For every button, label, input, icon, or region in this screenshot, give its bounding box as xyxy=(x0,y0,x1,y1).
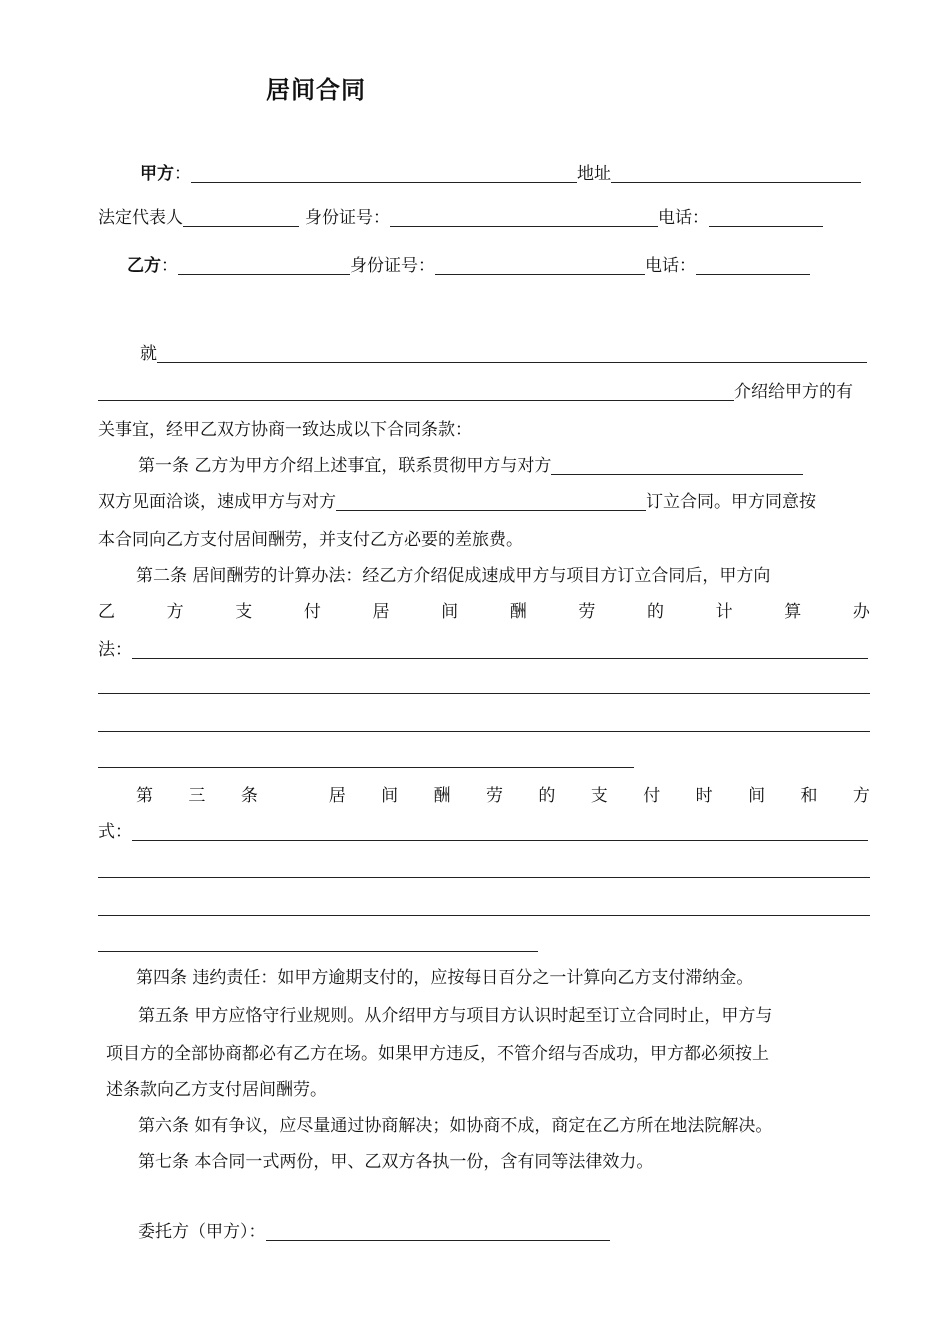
art2-char: 劳 xyxy=(578,602,596,622)
art5-text-2: 项目方的全部协商都必有乙方在场。如果甲方违反，不管介绍与否成功，甲方都必须按上 xyxy=(106,1044,769,1064)
party-b-name-field[interactable] xyxy=(178,255,350,275)
art3-payment-field-4[interactable] xyxy=(98,951,538,952)
intro-subject-field-2[interactable] xyxy=(98,381,734,401)
intro-line-2 xyxy=(98,380,853,404)
art7-text: 第七条 本合同一式两份，甲、乙双方各执一份，含有同等法律效力。 xyxy=(138,1152,654,1172)
art2-char: 算 xyxy=(784,602,802,622)
art1-text-3: 本合同向乙方支付居间酬劳，并支付乙方必要的差旅费。 xyxy=(98,530,523,550)
art5-line-3 xyxy=(106,1078,327,1102)
intro-line-3 xyxy=(98,418,472,442)
intro-text-3: 关事宜，经甲乙双方协商一致达成以下合同条款： xyxy=(98,420,472,440)
party-b-line xyxy=(127,254,810,278)
art5-text-1: 第五条 甲方应恪守行业规则。从介绍甲方与项目方认识时起至订立合同时止，甲方与 xyxy=(138,1006,773,1026)
art2-char: 乙 xyxy=(98,602,115,622)
art2-method-field-3[interactable] xyxy=(98,731,870,732)
intro-jiu: 就 xyxy=(140,344,157,364)
art3-char: 劳 xyxy=(485,786,503,806)
art2-char: 付 xyxy=(303,602,321,622)
art3-char: 时 xyxy=(695,786,713,806)
art3-char: 酬 xyxy=(433,786,451,806)
art3-char: 第 xyxy=(136,786,153,806)
art1-line-3 xyxy=(98,528,523,552)
legal-rep-name-field[interactable] xyxy=(183,207,299,227)
party-b-phone-label: 电话： xyxy=(645,256,696,276)
art3-char: 间 xyxy=(381,786,399,806)
art3-text-2: 式： xyxy=(98,822,132,842)
art3-char: 间 xyxy=(748,786,766,806)
art3-char: 支 xyxy=(590,786,608,806)
art1-counterparty-field[interactable] xyxy=(551,455,803,475)
art1-text-2b: 订立合同。甲方同意按 xyxy=(646,492,816,512)
intro-line-1 xyxy=(140,342,867,366)
party-a-label: 甲方 xyxy=(140,164,174,184)
art2-char: 支 xyxy=(235,602,253,622)
art3-payment-field-1[interactable] xyxy=(132,821,868,841)
art2-line-1 xyxy=(136,564,770,588)
art2-char: 的 xyxy=(647,602,664,622)
party-b-phone-field[interactable] xyxy=(696,255,810,275)
party-b-label: 乙方 xyxy=(127,256,161,276)
legal-rep-label: 法定代表人 xyxy=(98,208,183,228)
art2-char: 居 xyxy=(372,602,390,622)
art3-payment-field-3[interactable] xyxy=(98,915,870,916)
art3-char: 和 xyxy=(800,786,818,806)
art7-line xyxy=(138,1150,653,1174)
art2-line-2 xyxy=(98,600,870,624)
legal-rep-id-field[interactable] xyxy=(390,207,658,227)
art1-line-2 xyxy=(98,490,816,514)
legal-rep-phone-label: 电话： xyxy=(658,208,709,228)
art2-char: 计 xyxy=(715,602,733,622)
art3-char: 三 xyxy=(188,786,206,806)
art6-line xyxy=(138,1114,772,1138)
party-a-address-field[interactable] xyxy=(611,163,861,183)
art4-text: 第四条 违约责任：如甲方逾期支付的，应按每日百分之一计算向乙方支付滞纳金。 xyxy=(136,968,754,988)
art2-line-3 xyxy=(98,638,868,662)
art5-text-3: 述条款向乙方支付居间酬劳。 xyxy=(106,1080,327,1100)
art3-line-1 xyxy=(136,784,870,808)
art5-line-2 xyxy=(106,1042,769,1066)
art2-text-1: 第二条 居间酬劳的计算办法：经乙方介绍促成速成甲方与项目方订立合同后，甲方向 xyxy=(136,566,771,586)
art2-char: 间 xyxy=(441,602,459,622)
art3-char: 方 xyxy=(852,786,870,806)
legal-rep-line xyxy=(98,206,823,230)
art6-text: 第六条 如有争议，应尽量通过协商解决；如协商不成，商定在乙方所在地法院解决。 xyxy=(138,1116,773,1136)
legal-rep-id-label: 身份证号： xyxy=(305,208,390,228)
art2-char: 办 xyxy=(852,602,870,622)
party-a-address-label: 地址 xyxy=(577,164,611,184)
principal-label: 委托方（甲方）： xyxy=(138,1222,266,1242)
art1-text-2a: 双方见面洽谈，速成甲方与对方 xyxy=(98,492,336,512)
art3-payment-field-2[interactable] xyxy=(98,877,870,878)
party-a-line xyxy=(140,162,861,186)
legal-rep-phone-field[interactable] xyxy=(709,207,823,227)
principal-signature-line xyxy=(138,1220,610,1244)
art1-text-1: 第一条 乙方为甲方介绍上述事宜，联系贯彻甲方与对方 xyxy=(138,456,552,476)
intro-tail: 介绍给甲方的有 xyxy=(734,382,853,402)
art2-char: 方 xyxy=(166,602,184,622)
document-title: 居间合同 xyxy=(266,76,366,104)
art2-method-field-2[interactable] xyxy=(98,693,870,694)
art3-char: 的 xyxy=(538,786,556,806)
art4-line xyxy=(136,966,753,990)
intro-subject-field-1[interactable] xyxy=(157,343,867,363)
party-b-id-field[interactable] xyxy=(435,255,645,275)
art1-line-1 xyxy=(138,454,803,478)
art3-char: 条 xyxy=(240,786,258,806)
principal-signature-field[interactable] xyxy=(266,1221,610,1241)
party-a-colon: ： xyxy=(174,164,191,184)
art3-char: 居 xyxy=(328,786,346,806)
art2-method-field-4[interactable] xyxy=(98,767,634,768)
party-b-id-label: 身份证号： xyxy=(350,256,435,276)
art1-contract-field[interactable] xyxy=(336,491,646,511)
art3-char: 付 xyxy=(643,786,661,806)
art2-char: 酬 xyxy=(509,602,527,622)
art2-text-3: 法： xyxy=(98,640,132,660)
art2-method-field-1[interactable] xyxy=(132,639,868,659)
art5-line-1 xyxy=(138,1004,772,1028)
art3-line-2 xyxy=(98,820,868,844)
party-b-colon: ： xyxy=(161,256,178,276)
party-a-name-field[interactable] xyxy=(191,163,577,183)
